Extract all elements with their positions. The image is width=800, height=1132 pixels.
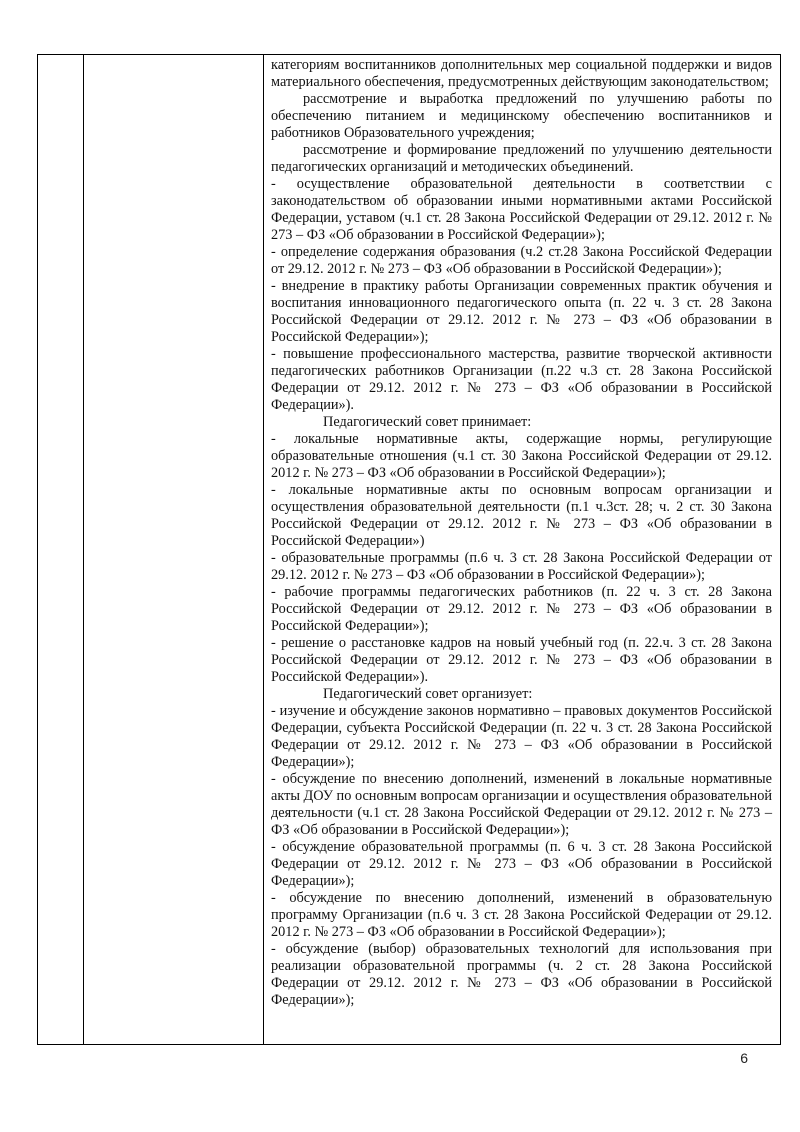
paragraph: - определение содержания образования (ч.2 ст.28 Закона Российской Федерации от 29.12. 2012 г. № 273 – ФЗ «Об образовании в Российской Федерации»); — [271, 244, 772, 277]
paragraph: - обсуждение по внесению дополнений, изменений в локальные нормативные акты ДОУ по основным вопросам организации и осуществления образовательной деятельности (ч.1 ст. 28 Закона Российской Федерации от 29.12. 2012 г. № 273 – ФЗ «Об образовании в Российской Федерации»); — [271, 771, 772, 838]
paragraph: рассмотрение и формирование предложений по улучшению деятельности педагогических организаций и методических объединений. — [271, 142, 772, 175]
paragraph: - рабочие программы педагогических работников (п. 22 ч. 3 ст. 28 Закона Российской Федерации от 29.12. 2012 г. № 273 – ФЗ «Об образовании в Российской Федерации»); — [271, 584, 772, 634]
section-heading: Педагогический совет принимает: — [323, 414, 532, 430]
paragraph: рассмотрение и выработка предложений по улучшению работы по обеспечению питанием и медицинскому обеспечению воспитанников и работников Образовательного учреждения; — [271, 91, 772, 141]
table-cell-content — [271, 57, 772, 1009]
paragraph: - повышение профессионального мастерства, развитие творческой активности педагогических работников Организации (п.22 ч.3 ст. 28 Закона Российской Федерации от 29.12. 2012 г. № 273 – ФЗ «Об образовании в Российской Федерации»). — [271, 346, 772, 413]
paragraph: - обсуждение образовательной программы (п. 6 ч. 3 ст. 28 Закона Российской Федерации от 29.12. 2012 г. № 273 – ФЗ «Об образовании в Российской Федерации»); — [271, 839, 772, 889]
column-divider-2 — [263, 55, 264, 1044]
paragraph: - изучение и обсуждение законов нормативно – правовых документов Российской Федерации, субъекта Российской Федерации (п. 22 ч. 3 ст. 28 Закона Российской Федерации от 29.12. 2012 г. № 273 – ФЗ «Об образовании в Российской Федерации»); — [271, 703, 772, 770]
paragraph: - локальные нормативные акты, содержащие нормы, регулирующие образовательные отношения (ч.1 ст. 30 Закона Российской Федерации от 29.12. 2012 г. № 273 – ФЗ «Об образовании в Российской Федерации»); — [271, 431, 772, 481]
paragraph: - внедрение в практику работы Организации современных практик обучения и воспитания инновационного педагогического опыта (п. 22 ч. 3 ст. 28 Закона Российской Федерации от 29.12. 2012 г. № 273 – ФЗ «Об образовании в Российской Федерации»); — [271, 278, 772, 345]
paragraph: - локальные нормативные акты по основным вопросам организации и осуществления образовательной деятельности (п.1 ч.3ст. 28; ч. 2 ст. 30 Закона Российской Федерации от 29.12. 2012 г. № 273 – ФЗ «Об образовании в Российской Федерации») — [271, 482, 772, 549]
document-table — [37, 54, 781, 1045]
paragraph: категориям воспитанников дополнительных мер социальной поддержки и видов материального обеспечения, предусмотренных действующим законодательством; — [271, 57, 772, 90]
column-divider-1 — [83, 55, 84, 1044]
page-number: 6 — [740, 1050, 748, 1066]
paragraph: - осуществление образовательной деятельности в соответствии с законодательством об образовании иными нормативными актами Российской Федерации, уставом (ч.1 ст. 28 Закона Российской Федерации от 29.12. 2012 г. № 273 – ФЗ «Об образовании в Российской Федерации»); — [271, 176, 772, 243]
section-heading: Педагогический совет организует: — [323, 686, 533, 702]
paragraph: - обсуждение по внесению дополнений, изменений в образовательную программу Организации (п.6 ч. 3 ст. 28 Закона Российской Федерации от 29.12. 2012 г. № 273 – ФЗ «Об образовании в Российской Федерации»); — [271, 890, 772, 940]
paragraph: - обсуждение (выбор) образовательных технологий для использования при реализации образовательной программы (ч. 2 ст. 28 Закона Российской Федерации от 29.12. 2012 г. № 273 – ФЗ «Об образовании в Российской Федерации»); — [271, 941, 772, 1008]
paragraph: - решение о расстановке кадров на новый учебный год (п. 22.ч. 3 ст. 28 Закона Российской Федерации от 29.12. 2012 г. № 273 – ФЗ «Об образовании в Российской Федерации»). — [271, 635, 772, 685]
paragraph: - образовательные программы (п.6 ч. 3 ст. 28 Закона Российской Федерации от 29.12. 2012 г. № 273 – ФЗ «Об образовании в Российской Федерации»); — [271, 550, 772, 583]
